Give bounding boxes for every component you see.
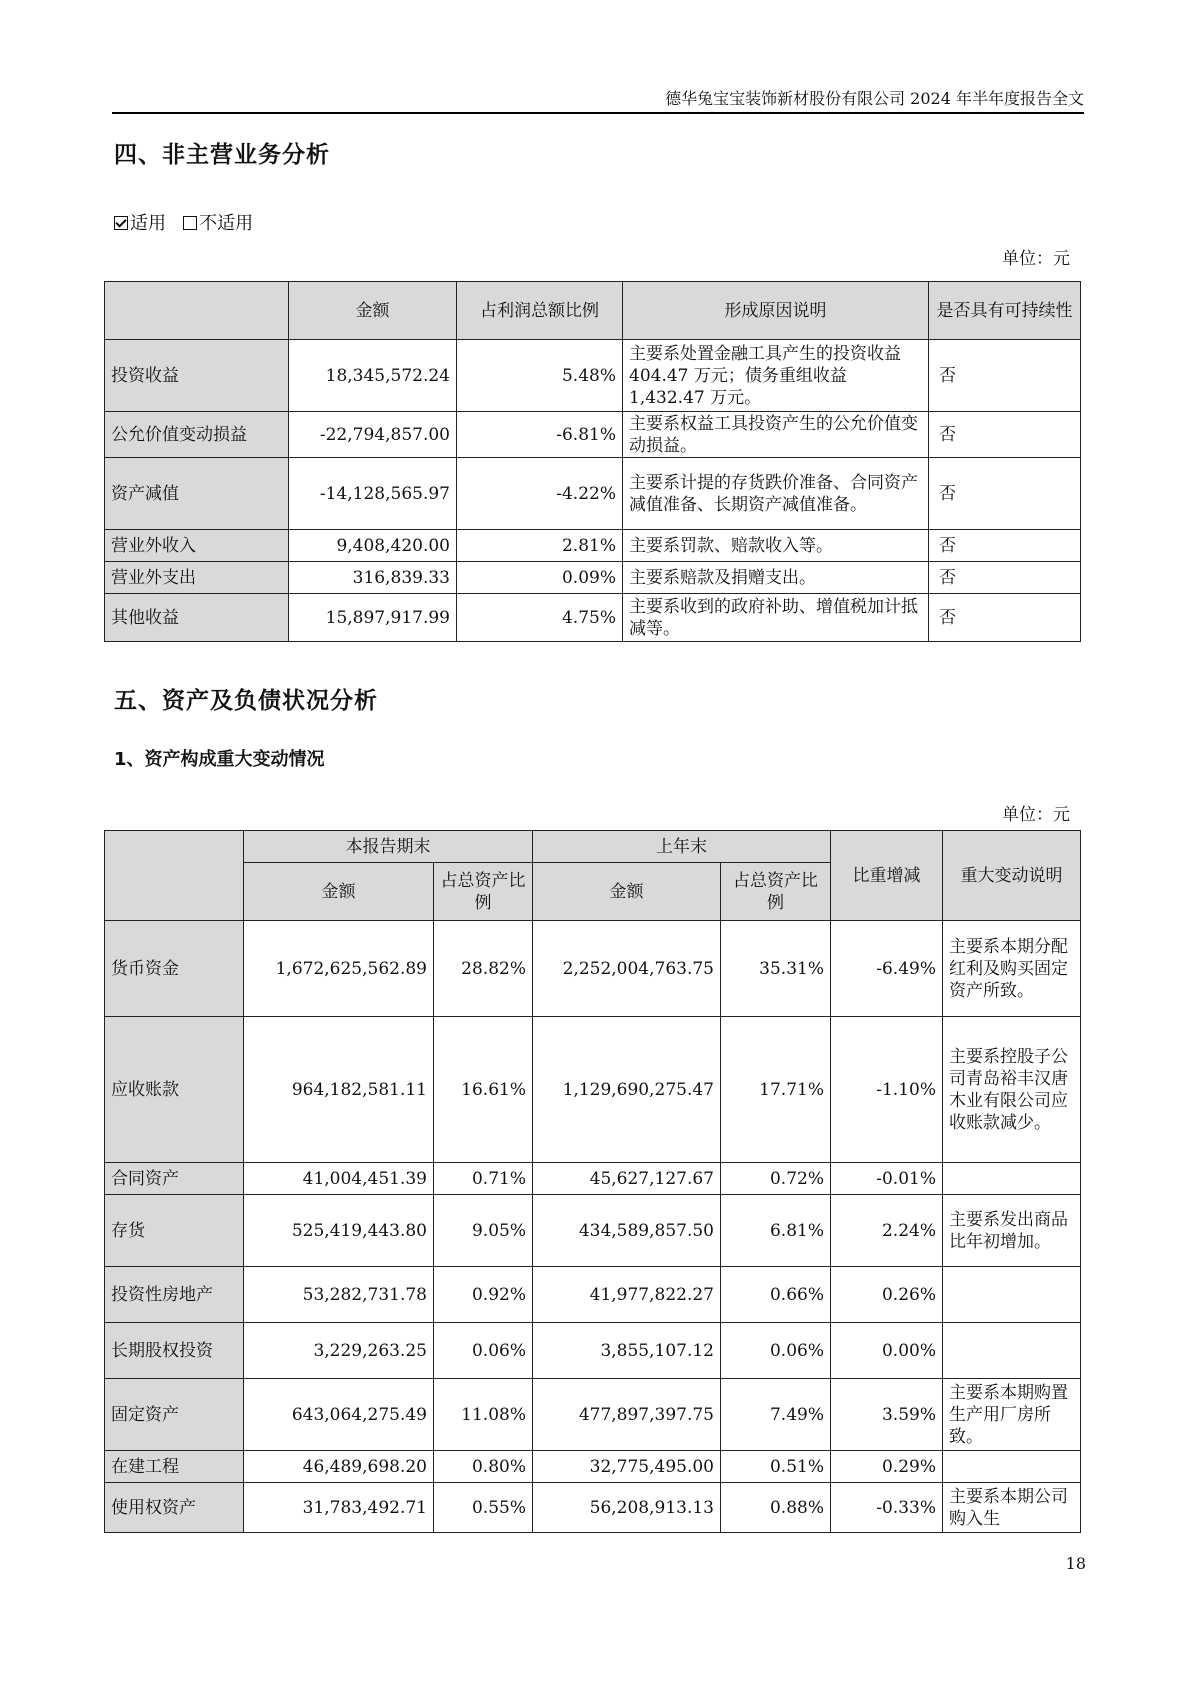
table-cell: 1,672,625,562.89 (244, 921, 434, 1017)
table-row (105, 562, 1081, 594)
header-cell: 金额 (244, 863, 434, 921)
table-cell: 16.61% (434, 1017, 533, 1163)
table-cell: 0.66% (721, 1267, 831, 1323)
table-cell: 0.29% (831, 1451, 943, 1483)
table-cell: -0.33% (831, 1483, 943, 1533)
table-cell: 0.09% (457, 562, 623, 594)
table-group-header-row (105, 831, 1081, 863)
table-row (105, 1451, 1081, 1483)
table-cell: 0.00% (831, 1323, 943, 1379)
table-cell: 0.55% (434, 1483, 533, 1533)
table-row (105, 921, 1081, 1017)
table-cell: 0.51% (721, 1451, 831, 1483)
table-row (105, 1017, 1081, 1163)
applicable-label: 适用 (130, 213, 166, 234)
header-cell: 占总资产比例 (721, 863, 831, 921)
table-cell: 固定资产 (105, 1379, 244, 1451)
table-cell: 3,855,107.12 (533, 1323, 721, 1379)
header-cell (105, 282, 289, 340)
table-cell: 53,282,731.78 (244, 1267, 434, 1323)
table-cell: 15,897,917.99 (289, 594, 457, 642)
table-cell: 否 (929, 340, 1081, 412)
table-cell: 主要系控股子公司青岛裕丰汉唐木业有限公司应收账款减少。 (943, 1017, 1081, 1163)
table-cell: -6.49% (831, 921, 943, 1017)
table-cell: 主要系本期购置生产用厂房所致。 (943, 1379, 1081, 1451)
table-cell: 营业外支出 (105, 562, 289, 594)
table-cell: 0.80% (434, 1451, 533, 1483)
section5-title: 五、资产及负债状况分析 (114, 688, 378, 714)
header-cell: 本报告期末 (244, 831, 533, 863)
table-cell: 28.82% (434, 921, 533, 1017)
table-cell: 11.08% (434, 1379, 533, 1451)
page-header (112, 86, 1084, 114)
header-cell: 形成原因说明 (623, 282, 929, 340)
table-cell: 1,129,690,275.47 (533, 1017, 721, 1163)
table-cell: -6.81% (457, 412, 623, 458)
table-cell: -1.10% (831, 1017, 943, 1163)
table-cell: 长期股权投资 (105, 1323, 244, 1379)
table-cell: 41,004,451.39 (244, 1163, 434, 1195)
table-row (105, 458, 1081, 530)
table-cell: 货币资金 (105, 921, 244, 1017)
page-number: 18 (1065, 1554, 1086, 1573)
table-cell: 5.48% (457, 340, 623, 412)
unit-label-2: 单位：元 (1002, 805, 1070, 825)
header-cell: 是否具有可持续性 (929, 282, 1081, 340)
table-cell: 2,252,004,763.75 (533, 921, 721, 1017)
table-cell: 0.06% (721, 1323, 831, 1379)
header-cell (105, 831, 244, 921)
table-cell: 9.05% (434, 1195, 533, 1267)
table-cell: 17.71% (721, 1017, 831, 1163)
table-cell: 存货 (105, 1195, 244, 1267)
table-cell: 6.81% (721, 1195, 831, 1267)
table-row (105, 1163, 1081, 1195)
table-cell: 3,229,263.25 (244, 1323, 434, 1379)
table-row (105, 1379, 1081, 1451)
table-cell (943, 1267, 1081, 1323)
table-cell: 否 (929, 412, 1081, 458)
unchecked-box-icon (183, 216, 197, 230)
table-cell: 否 (929, 562, 1081, 594)
table-cell: 45,627,127.67 (533, 1163, 721, 1195)
table-cell: 营业外收入 (105, 530, 289, 562)
table-cell: 否 (929, 594, 1081, 642)
table-cell: 0.71% (434, 1163, 533, 1195)
table-cell: 资产减值 (105, 458, 289, 530)
table-cell: 主要系本期分配红利及购买固定资产所致。 (943, 921, 1081, 1017)
table-cell: 2.24% (831, 1195, 943, 1267)
table-cell: 否 (929, 530, 1081, 562)
table-cell: 643,064,275.49 (244, 1379, 434, 1451)
table-cell: 35.31% (721, 921, 831, 1017)
unit-label: 单位：元 (1002, 249, 1070, 269)
table-cell: 使用权资产 (105, 1483, 244, 1533)
header-cell: 金额 (533, 863, 721, 921)
table-cell: 公允价值变动损益 (105, 412, 289, 458)
table-cell: 主要系发出商品比年初增加。 (943, 1195, 1081, 1267)
table-cell: 3.59% (831, 1379, 943, 1451)
table-cell: 0.26% (831, 1267, 943, 1323)
table-row (105, 1267, 1081, 1323)
table-cell (943, 1163, 1081, 1195)
header-cell: 上年末 (533, 831, 831, 863)
table-cell: 主要系处置金融工具产生的投资收益 404.47 万元；债务重组收益 1,432.47 万元。 (623, 340, 929, 412)
asset-composition-table (104, 830, 1081, 1533)
table-cell (943, 1323, 1081, 1379)
table-cell: 应收账款 (105, 1017, 244, 1163)
table-cell: 0.92% (434, 1267, 533, 1323)
table-row (105, 530, 1081, 562)
table-cell: 316,839.33 (289, 562, 457, 594)
table-row (105, 1483, 1081, 1533)
table-row (105, 1195, 1081, 1267)
table-cell: 31,783,492.71 (244, 1483, 434, 1533)
table-cell: 7.49% (721, 1379, 831, 1451)
table-cell: 否 (929, 458, 1081, 530)
table-cell (943, 1451, 1081, 1483)
table-cell: 32,775,495.00 (533, 1451, 721, 1483)
header-cell: 占总资产比例 (434, 863, 533, 921)
table-cell: 41,977,822.27 (533, 1267, 721, 1323)
table-cell: -22,794,857.00 (289, 412, 457, 458)
table-cell: 964,182,581.11 (244, 1017, 434, 1163)
header-cell: 比重增减 (831, 831, 943, 921)
applicability-options (114, 209, 253, 235)
table-cell: 投资收益 (105, 340, 289, 412)
table-cell: 0.06% (434, 1323, 533, 1379)
table-cell: 18,345,572.24 (289, 340, 457, 412)
table-cell: 0.88% (721, 1483, 831, 1533)
non-core-business-table (104, 281, 1081, 642)
header-cell: 占利润总额比例 (457, 282, 623, 340)
table-cell: 主要系罚款、赔款收入等。 (623, 530, 929, 562)
header-cell: 金额 (289, 282, 457, 340)
table-cell: 4.75% (457, 594, 623, 642)
table-cell: 主要系本期公司购入生 (943, 1483, 1081, 1533)
table-cell: 主要系权益工具投资产生的公允价值变动损益。 (623, 412, 929, 458)
table-cell: 56,208,913.13 (533, 1483, 721, 1533)
header-title: 德华兔宝宝装饰新材股份有限公司 2024 年半年度报告全文 (665, 89, 1084, 108)
table-cell: -14,128,565.97 (289, 458, 457, 530)
table-row (105, 594, 1081, 642)
table-cell: 主要系赔款及捐赠支出。 (623, 562, 929, 594)
table-cell: 434,589,857.50 (533, 1195, 721, 1267)
header-cell: 重大变动说明 (943, 831, 1081, 921)
table-cell: -4.22% (457, 458, 623, 530)
table-cell: 0.72% (721, 1163, 831, 1195)
table-row (105, 340, 1081, 412)
section5-subtitle: 1、资产构成重大变动情况 (114, 749, 325, 770)
table-header-row (105, 282, 1081, 340)
table-cell: 主要系计提的存货跌价准备、合同资产减值准备、长期资产减值准备。 (623, 458, 929, 530)
section4-title: 四、非主营业务分析 (114, 142, 330, 168)
table-cell: 9,408,420.00 (289, 530, 457, 562)
table-cell: 主要系收到的政府补助、增值税加计抵减等。 (623, 594, 929, 642)
table-row (105, 1323, 1081, 1379)
table-cell: 投资性房地产 (105, 1267, 244, 1323)
table-cell: 46,489,698.20 (244, 1451, 434, 1483)
table-row (105, 412, 1081, 458)
table-cell: -0.01% (831, 1163, 943, 1195)
table-cell: 合同资产 (105, 1163, 244, 1195)
table-cell: 477,897,397.75 (533, 1379, 721, 1451)
checked-box-icon (114, 216, 128, 230)
table-cell: 2.81% (457, 530, 623, 562)
not-applicable-label: 不适用 (199, 213, 254, 234)
table-cell: 其他收益 (105, 594, 289, 642)
table-cell: 在建工程 (105, 1451, 244, 1483)
table-cell: 525,419,443.80 (244, 1195, 434, 1267)
